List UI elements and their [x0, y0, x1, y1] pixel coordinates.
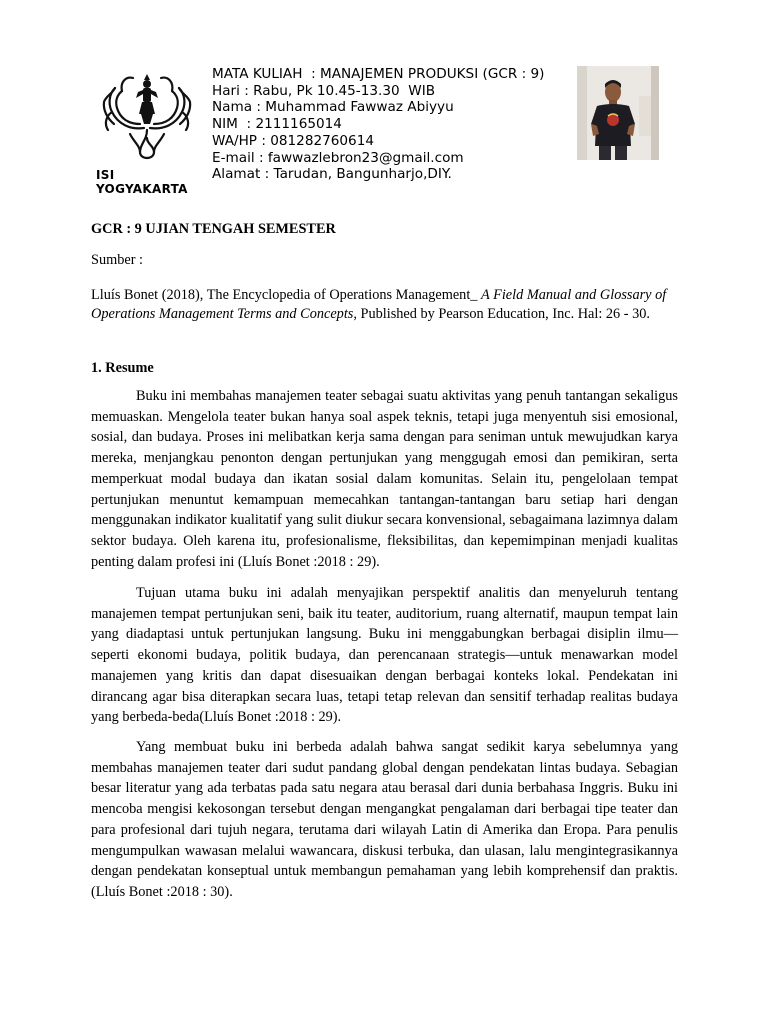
nim-line: NIM : 2111165014: [212, 116, 342, 133]
logo-text-line1: ISI: [96, 168, 115, 182]
paragraph-2: Tujuan utama buku ini adalah menyajikan perspektif analitis dan menyeluruh tentang manajemen tempat pertunjukan seni, baik itu teater, auditorium, ruang alternatif, maupun tempat lain yang diadaptasi untuk pertunjukan langsung. Buku ini menggabungkan berbagai disiplin ilmu—seperti ekonomi budaya, politik budaya, dan perencanaan strategis—untuk menawarkan model manajemen yang kritis dan dapat disesuaikan dengan berbagai konteks lokal. Pendekatan ini dirancang agar bisa diterapkan secara luas, tetapi tetap relevan dan sensitif terhadap realitas budaya yang berbeda-beda(Lluís Bonet :2018 : 29).: [91, 585, 678, 726]
person-photo-icon: [577, 66, 659, 160]
document-title: GCR : 9 UJIAN TENGAH SEMESTER: [91, 221, 336, 237]
email-line: E-mail : fawwazlebron23@gmail.com: [212, 149, 464, 166]
source-label: Sumber :: [91, 252, 144, 268]
reference-author: Lluís Bonet (2018), The Encyclopedia of Operations Management_: [91, 287, 482, 303]
phone-line: WA/HP : 081282760614: [212, 132, 375, 149]
student-photo: [577, 66, 659, 160]
paragraph-1: Buku ini membahas manajemen teater sebagai suatu aktivitas yang penuh tantangan sekaligus memuaskan. Mengelola teater bukan hanya soal aspek teknis, tetapi juga menyentuh sisi emosional, sosial, dan budaya. Proses ini melibatkan kerja sama dengan para seniman untuk mewujudkan karya mereka, menjangkau penonton dengan pertunjukan yang menggugah emosi dan pemikiran, serta memperkuat modal budaya dan ikatan sosial dalam komunitas. Selain itu, pengelolaan tempat pertunjukan menuntut kemampuan memecahkan tantangan-tantangan baru setiap hari dengan menggunakan indikator kualitatif yang sulit diukur secara konvensional, sebagaimana lazimnya dalam sektor budaya. Oleh karena itu, profesionalisme, fleksibilitas, dan kepemimpinan menjadi kualitas penting dalam profesi ini (Lluís Bonet :2018 : 29).: [91, 388, 678, 570]
section-heading: 1. Resume: [91, 360, 154, 376]
reference-publisher: , Published by Pearson Education, Inc. Hal: 26 - 30.: [353, 305, 650, 322]
paragraph-3: Yang membuat buku ini berbeda adalah bahwa sangat sedikit karya sebelumnya yang membahas manajemen teater dari sudut pandang global dengan pendekatan lintas budaya. Sebagian besar literatur yang ada terbatas pada satu negara atau berasal dari dunia berbahasa Inggris. Buku ini mencoba mengisi kekosongan tersebut dengan mengangkat pengalaman dari berbagai tipe teater dan para profesional dari tujuh negara, terutama dari wilayah Latin di Amerika dan Eropa. Para penulis mengumpulkan wawasan melalui wawancara, diskusi terbuka, dan ulasan, lalu mengintegrasikannya dengan pendekatan konseptual untuk membangun pemahaman yang lebih komprehensif dan praktis.(Lluís Bonet :2018 : 30).: [91, 739, 678, 900]
reference-title: A Field Manual and Glossary of Operations Management Terms and Concepts: [91, 287, 667, 322]
institution-logo: [96, 68, 198, 198]
isi-emblem-icon: [100, 68, 194, 166]
course-line: MATA KULIAH : MANAJEMEN PRODUKSI (GCR : 9): [212, 66, 545, 82]
logo-text-line2: YOGYAKARTA: [96, 182, 188, 196]
schedule-line: Hari : Rabu, Pk 10.45-13.30 WIB: [212, 82, 436, 99]
address-line: Alamat : Tarudan, Bangunharjo,DIY.: [212, 166, 452, 183]
student-info-block: [212, 66, 570, 183]
reference: [91, 286, 678, 323]
name-line: Nama : Muhammad Fawwaz Abiyyu: [212, 99, 454, 116]
